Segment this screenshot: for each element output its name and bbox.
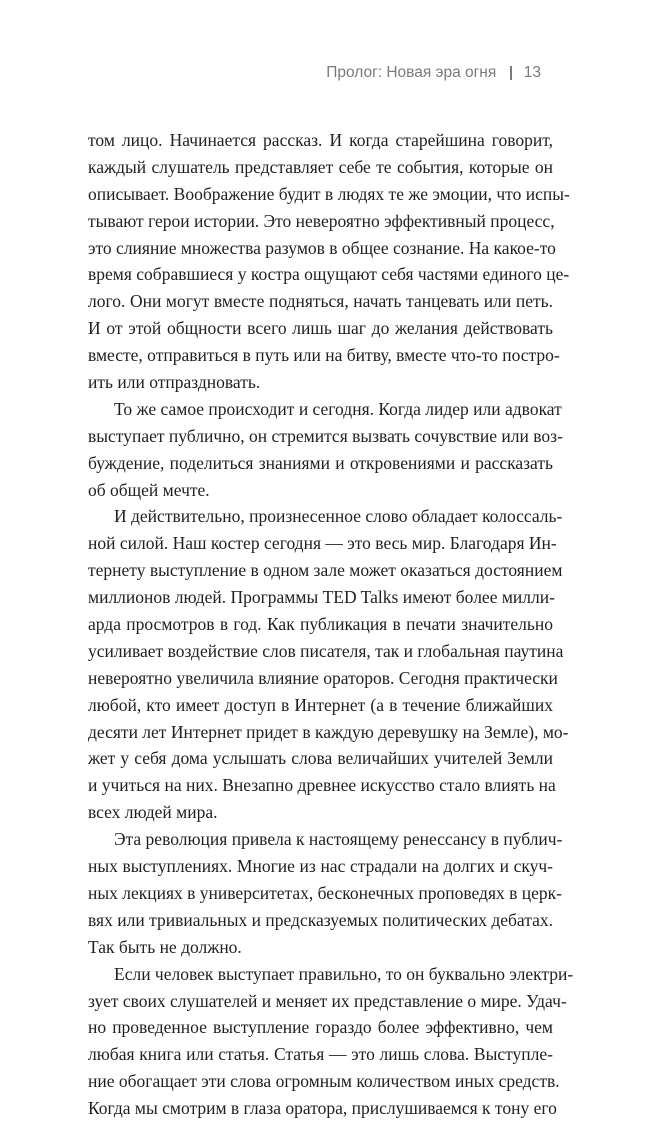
- text-line: ных выступлениях. Многие из нас страдали на долгих и скуч-: [88, 856, 553, 877]
- text-line: выступает публично, он стремится вызвать сочувствие или воз-: [88, 425, 563, 446]
- text-line: Если человек выступает правильно, то он буквально электри-: [114, 963, 574, 984]
- text-line: тывают герои истории. Это невероятно эффективный процесс,: [88, 210, 555, 231]
- text-line: То же самое происходит и сегодня. Когда лидер или адвокат: [114, 398, 562, 419]
- text-line: И от этой общности всего лишь шаг до желания действовать: [88, 318, 553, 339]
- text-line: ной силой. Наш костер сегодня — это весь мир. Благодаря Ин-: [88, 533, 557, 554]
- text-line: тернету выступление в одном зале может оказаться достоянием: [88, 560, 563, 581]
- text-line: любой, кто имеет доступ в Интернет (а в течение ближайших: [88, 694, 553, 715]
- text-line: и учиться на них. Внезапно древнее искусство стало влиять на: [88, 775, 556, 796]
- body-text: [88, 127, 574, 1122]
- text-line: вях или тривиальных и предсказуемых политических дебатах.: [88, 909, 553, 930]
- text-line: арда просмотров в год. Как публикация в печати значительно: [88, 614, 553, 635]
- paragraph: [88, 127, 570, 396]
- text-line: об общей мечте.: [88, 479, 210, 500]
- text-line: любая книга или статья. Статья — это лишь слова. Выступле-: [88, 1044, 553, 1065]
- text-line: каждый слушатель представляет себе те события, которые он: [88, 156, 553, 177]
- text-line: лого. Они могут вместе подняться, начать танцевать или петь.: [88, 291, 553, 312]
- text-line: всех людей мира.: [88, 802, 218, 823]
- text-line: ние обогащает эти слова огромным количеством иных средств.: [88, 1071, 560, 1092]
- text-line: И действительно, произнесенное слово обладает колоссаль-: [114, 506, 563, 527]
- text-line: описывает. Воображение будит в людях те же эмоции, что испы-: [88, 183, 570, 204]
- paragraph: [88, 961, 574, 1122]
- text-line: десяти лет Интернет придет в каждую деревушку на Земле), мо-: [88, 721, 569, 742]
- header-separator: [510, 66, 512, 80]
- text-line: время собравшиеся у костра ощущают себя частями единого це-: [88, 264, 570, 285]
- text-line: ных лекциях в университетах, бесконечных проповедях в церк-: [88, 882, 562, 903]
- text-line: Эта революция привела к настоящему ренессансу в публич-: [114, 829, 563, 850]
- text-line: том лицо. Начинается рассказ. И когда старейшина говорит,: [88, 130, 553, 150]
- chapter-title: Пролог: Новая эра огня: [326, 64, 497, 81]
- text-line: миллионов людей. Программы TED Talks имеют более милли-: [88, 587, 555, 608]
- paragraph: [88, 826, 563, 960]
- text-line: это слияние множества разумов в общее сознание. На какое-то: [88, 237, 556, 258]
- text-line: Когда мы смотрим в глаза оратора, прислушиваемся к тону его: [88, 1098, 557, 1119]
- paragraph: [88, 396, 563, 504]
- paragraph: [88, 503, 569, 826]
- text-line: жет у себя дома услышать слова величайших учителей Земли: [88, 748, 553, 769]
- text-line: Так быть не должно.: [88, 936, 242, 957]
- text-line: зует своих слушателей и меняет их представление о мире. Удач-: [88, 990, 567, 1011]
- text-line: но проведенное выступление гораздо более эффективно, чем: [88, 1017, 553, 1038]
- text-line: вместе, отправиться в путь или на битву, вместе что-то постро-: [88, 345, 560, 366]
- text-line: буждение, поделиться знаниями и откровениями и рассказать: [88, 452, 553, 473]
- text-line: усиливает воздействие слов писателя, так и глобальная паутина: [88, 640, 564, 661]
- page-number: 13: [523, 64, 541, 81]
- text-line: невероятно увеличила влияние ораторов. Сегодня практически: [88, 667, 558, 688]
- text-line: ить или отпраздновать.: [88, 372, 261, 393]
- running-header: [326, 62, 541, 84]
